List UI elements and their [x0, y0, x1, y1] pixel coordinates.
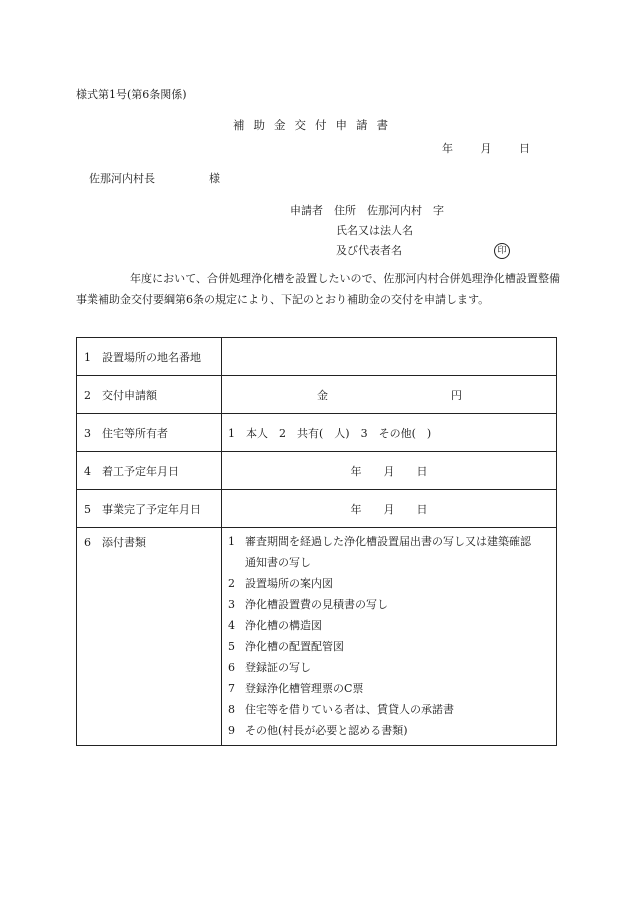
- list-item-text: 登録証の写し: [245, 661, 311, 674]
- location-value: [222, 338, 557, 376]
- list-item-number: 1: [228, 535, 235, 548]
- table-row: [77, 414, 557, 452]
- applicant-name-line2: 及び代表者名: [336, 244, 402, 257]
- applicant-name-line1: 氏名又は法人名: [336, 224, 413, 237]
- list-item-text: 設置場所の案内図: [245, 577, 333, 590]
- list-item: [228, 594, 556, 615]
- addressee-name: 佐那河内村長: [89, 172, 155, 185]
- address-value: 佐那河内村 字: [367, 204, 444, 217]
- row-label-amount: 2 交付申請額: [77, 376, 222, 414]
- seal-icon: 印: [494, 243, 510, 259]
- row-label-location: 1 設置場所の地名番地: [77, 338, 222, 376]
- list-item-text: 住宅等を借りている者は、賃貸人の承諾書: [245, 703, 454, 716]
- row-label-start-date: 4 着工予定年月日: [77, 452, 222, 490]
- list-item-text: その他(村長が必要と認める書類): [245, 724, 408, 737]
- owner-value: 1 本人 2 共有( 人) 3 その他( ): [222, 414, 557, 452]
- list-item-number: 7: [228, 682, 235, 695]
- list-item-number: 9: [228, 724, 235, 737]
- list-item-number: 4: [228, 619, 235, 632]
- list-item: [228, 657, 556, 678]
- list-item: [228, 678, 556, 699]
- table-row: [77, 452, 557, 490]
- list-item: [228, 699, 556, 720]
- table-row: [77, 490, 557, 528]
- application-table: [76, 337, 557, 746]
- list-item: [228, 636, 556, 657]
- date-year: 年: [442, 142, 453, 155]
- list-item-number: 8: [228, 703, 235, 716]
- applicant-name-row: [290, 241, 510, 261]
- applicant-block: [290, 201, 510, 261]
- list-item-text: 審査期間を経過した浄化槽設置届出書の写し又は建築確認: [245, 535, 531, 548]
- list-item: [228, 615, 556, 636]
- form-number: 様式第1号(第6条関係): [76, 88, 187, 101]
- amount-value: [222, 376, 557, 414]
- addressee: [89, 170, 220, 186]
- start-date-value: 年 月 日: [222, 452, 557, 490]
- list-item-number: 5: [228, 640, 235, 653]
- list-item-text: 浄化槽の構造図: [245, 619, 322, 632]
- date-line: [442, 140, 530, 156]
- list-item-number: 3: [228, 598, 235, 611]
- completion-date-value: 年 月 日: [222, 490, 557, 528]
- amount-unit: 円: [451, 388, 462, 402]
- applicant-address-row: [290, 201, 510, 221]
- list-item-text: 浄化槽設置費の見積書の写し: [245, 598, 388, 611]
- list-item-number: 6: [228, 661, 235, 674]
- amount-prefix: 金: [317, 388, 328, 402]
- date-month: 月: [480, 142, 492, 155]
- list-item-text: 登録浄化槽管理票のC票: [245, 682, 364, 695]
- table-row: [77, 338, 557, 376]
- address-label: 住所: [334, 204, 356, 217]
- table-row: [77, 376, 557, 414]
- addressee-honorific: 様: [209, 172, 220, 185]
- document-title: 補助金交付申請書: [233, 118, 397, 132]
- table-row: [77, 528, 557, 746]
- row-label-completion-date: 5 事業完了予定年月日: [77, 490, 222, 528]
- row-label-owner: 3 住宅等所有者: [77, 414, 222, 452]
- list-item: [228, 573, 556, 594]
- list-item-continuation: 通知書の写し: [245, 556, 311, 569]
- body-text: 年度において、合併処理浄化槽を設置したいので、佐那河内村合併処理浄化槽設置整備事業補助金交付要綱第6条の規定により、下記のとおり補助金の交付を申請します。: [76, 272, 560, 306]
- date-day: 日: [519, 142, 530, 155]
- list-item: [228, 531, 556, 573]
- list-item-text: 浄化槽の配置配管図: [245, 640, 344, 653]
- applicant-label: 申請者: [290, 204, 323, 217]
- list-item: [228, 720, 556, 741]
- list-item-number: 2: [228, 577, 235, 590]
- row-label-attachments: 6 添付書類: [77, 528, 222, 746]
- attachments-list: [222, 528, 557, 746]
